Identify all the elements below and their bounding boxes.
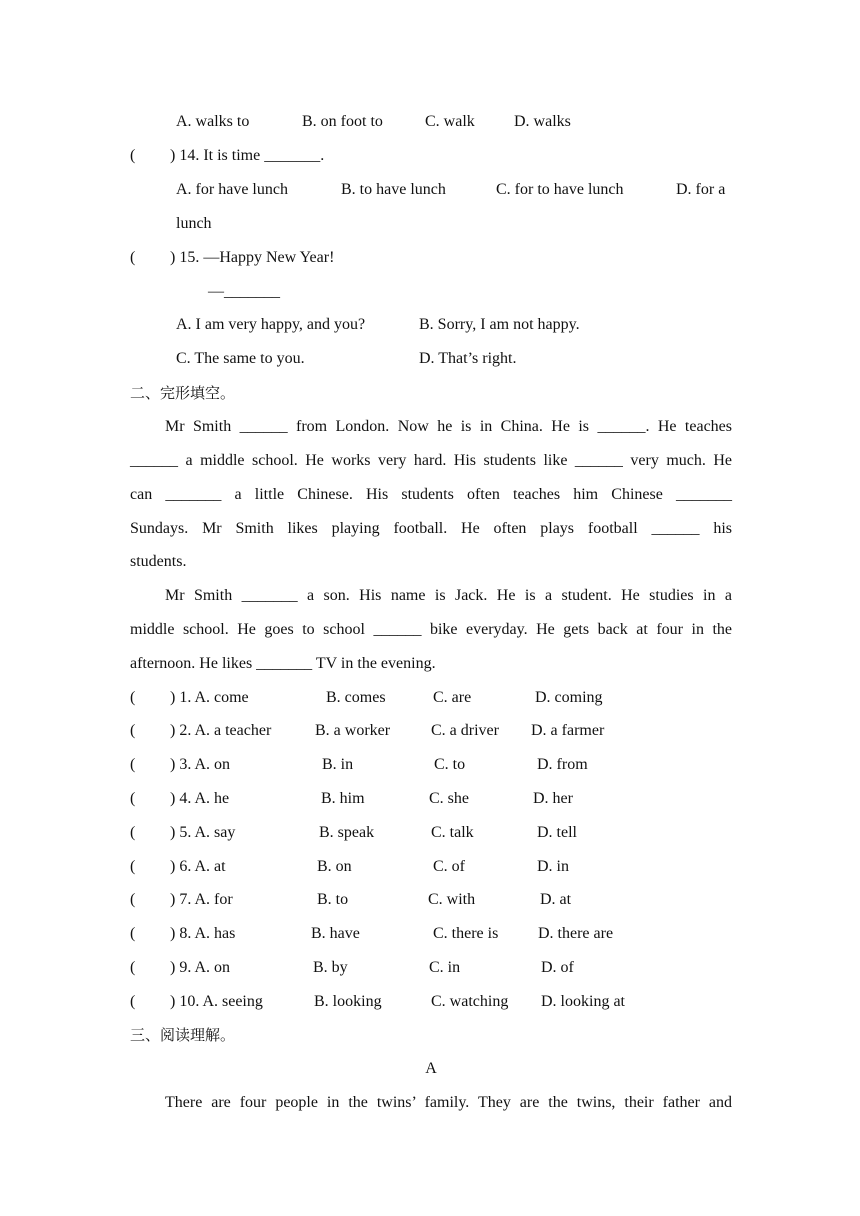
option-c: C. she bbox=[429, 790, 469, 807]
answer-paren: ( bbox=[130, 959, 136, 976]
option-d: D. a farmer bbox=[531, 722, 605, 739]
option-d: D. tell bbox=[537, 824, 577, 841]
cloze-line: middle school. He goes to school ______ bike everyday. He gets back at four in the bbox=[130, 621, 732, 638]
q14-option-a: A. for have lunch bbox=[176, 181, 288, 198]
answer-paren: ( bbox=[130, 790, 136, 807]
option-d: D. looking at bbox=[541, 993, 625, 1010]
option-d: D. of bbox=[541, 959, 574, 976]
answer-paren: ( bbox=[130, 925, 136, 942]
option-c: C. to bbox=[434, 756, 466, 773]
section-3-heading: 三、阅读理解。 bbox=[130, 1026, 236, 1044]
answer-paren: ( bbox=[130, 858, 136, 875]
cloze-line: can _______ a little Chinese. His students often teaches him Chinese _______ bbox=[130, 486, 732, 503]
q14-option-d: D. for a bbox=[676, 181, 726, 198]
answer-paren: ( bbox=[130, 993, 136, 1010]
option-c: C. in bbox=[429, 959, 461, 976]
option-a: ) 9. A. on bbox=[170, 959, 230, 976]
answer-paren: ( bbox=[130, 722, 136, 739]
option-c: C. watching bbox=[431, 993, 509, 1010]
option-a: ) 7. A. for bbox=[170, 891, 233, 908]
q13-option-a: A. walks to bbox=[176, 113, 250, 130]
cloze-line: Mr Smith ______ from London. Now he is in China. He is ______. He teaches bbox=[165, 418, 732, 435]
option-c: C. are bbox=[433, 689, 472, 706]
option-b: B. to bbox=[317, 891, 349, 908]
cloze-line: afternoon. He likes _______ TV in the evening. bbox=[130, 655, 436, 672]
q14-option-b: B. to have lunch bbox=[341, 181, 446, 198]
option-b: B. a worker bbox=[315, 722, 391, 739]
q14-stem: ) 14. It is time _______. bbox=[170, 147, 325, 164]
answer-paren: ( bbox=[130, 891, 136, 908]
option-b: B. him bbox=[321, 790, 365, 807]
cloze-line: ______ a middle school. He works very hard. His students like ______ very much. He bbox=[130, 452, 732, 469]
option-a: ) 6. A. at bbox=[170, 858, 226, 875]
option-b: B. in bbox=[322, 756, 354, 773]
option-b: B. comes bbox=[326, 689, 386, 706]
option-d: D. coming bbox=[535, 689, 603, 706]
option-a: ) 5. A. say bbox=[170, 824, 236, 841]
q14-option-c: C. for to have lunch bbox=[496, 181, 624, 198]
option-c: C. of bbox=[433, 858, 465, 875]
option-c: C. a driver bbox=[431, 722, 499, 739]
q14-option-d-wrap: lunch bbox=[176, 215, 212, 232]
option-b: B. have bbox=[311, 925, 360, 942]
q13-option-d: D. walks bbox=[514, 113, 571, 130]
cloze-line: Sundays. Mr Smith likes playing football. He often plays football ______ his bbox=[130, 520, 732, 537]
q15-option-a: A. I am very happy, and you? bbox=[176, 316, 366, 333]
q15-option-b: B. Sorry, I am not happy. bbox=[419, 316, 580, 333]
option-c: C. with bbox=[428, 891, 476, 908]
option-d: D. her bbox=[533, 790, 573, 807]
option-d: D. at bbox=[540, 891, 572, 908]
option-a: ) 2. A. a teacher bbox=[170, 722, 272, 739]
cloze-line: students. bbox=[130, 553, 187, 570]
q15-stem: ) 15. —Happy New Year! bbox=[170, 249, 335, 266]
option-d: D. there are bbox=[538, 925, 614, 942]
option-b: B. speak bbox=[319, 824, 375, 841]
option-c: C. talk bbox=[431, 824, 474, 841]
option-a: ) 8. A. has bbox=[170, 925, 236, 942]
q15-reply: —_______ bbox=[208, 283, 280, 300]
cloze-line: Mr Smith _______ a son. His name is Jack. He is a student. He studies in a bbox=[165, 587, 732, 604]
option-d: D. from bbox=[537, 756, 588, 773]
q15-option-c: C. The same to you. bbox=[176, 350, 305, 367]
option-b: B. looking bbox=[314, 993, 382, 1010]
passage-first-line: There are four people in the twins’ family. They are the twins, their father and bbox=[165, 1094, 732, 1111]
option-b: B. by bbox=[313, 959, 348, 976]
option-a: ) 1. A. come bbox=[170, 689, 249, 706]
answer-paren: ( bbox=[130, 756, 136, 773]
answer-paren: ( bbox=[130, 249, 136, 266]
option-b: B. on bbox=[317, 858, 352, 875]
answer-paren: ( bbox=[130, 689, 136, 706]
option-a: ) 4. A. he bbox=[170, 790, 230, 807]
answer-paren: ( bbox=[130, 147, 136, 164]
q15-option-d: D. That’s right. bbox=[419, 350, 517, 367]
answer-paren: ( bbox=[130, 824, 136, 841]
option-a: ) 3. A. on bbox=[170, 756, 230, 773]
option-a: ) 10. A. seeing bbox=[170, 993, 263, 1010]
option-d: D. in bbox=[537, 858, 569, 875]
q13-option-b: B. on foot to bbox=[302, 113, 383, 130]
section-2-heading: 二、完形填空。 bbox=[130, 384, 236, 402]
q13-option-c: C. walk bbox=[425, 113, 475, 130]
passage-label: A bbox=[425, 1060, 437, 1077]
option-c: C. there is bbox=[433, 925, 499, 942]
